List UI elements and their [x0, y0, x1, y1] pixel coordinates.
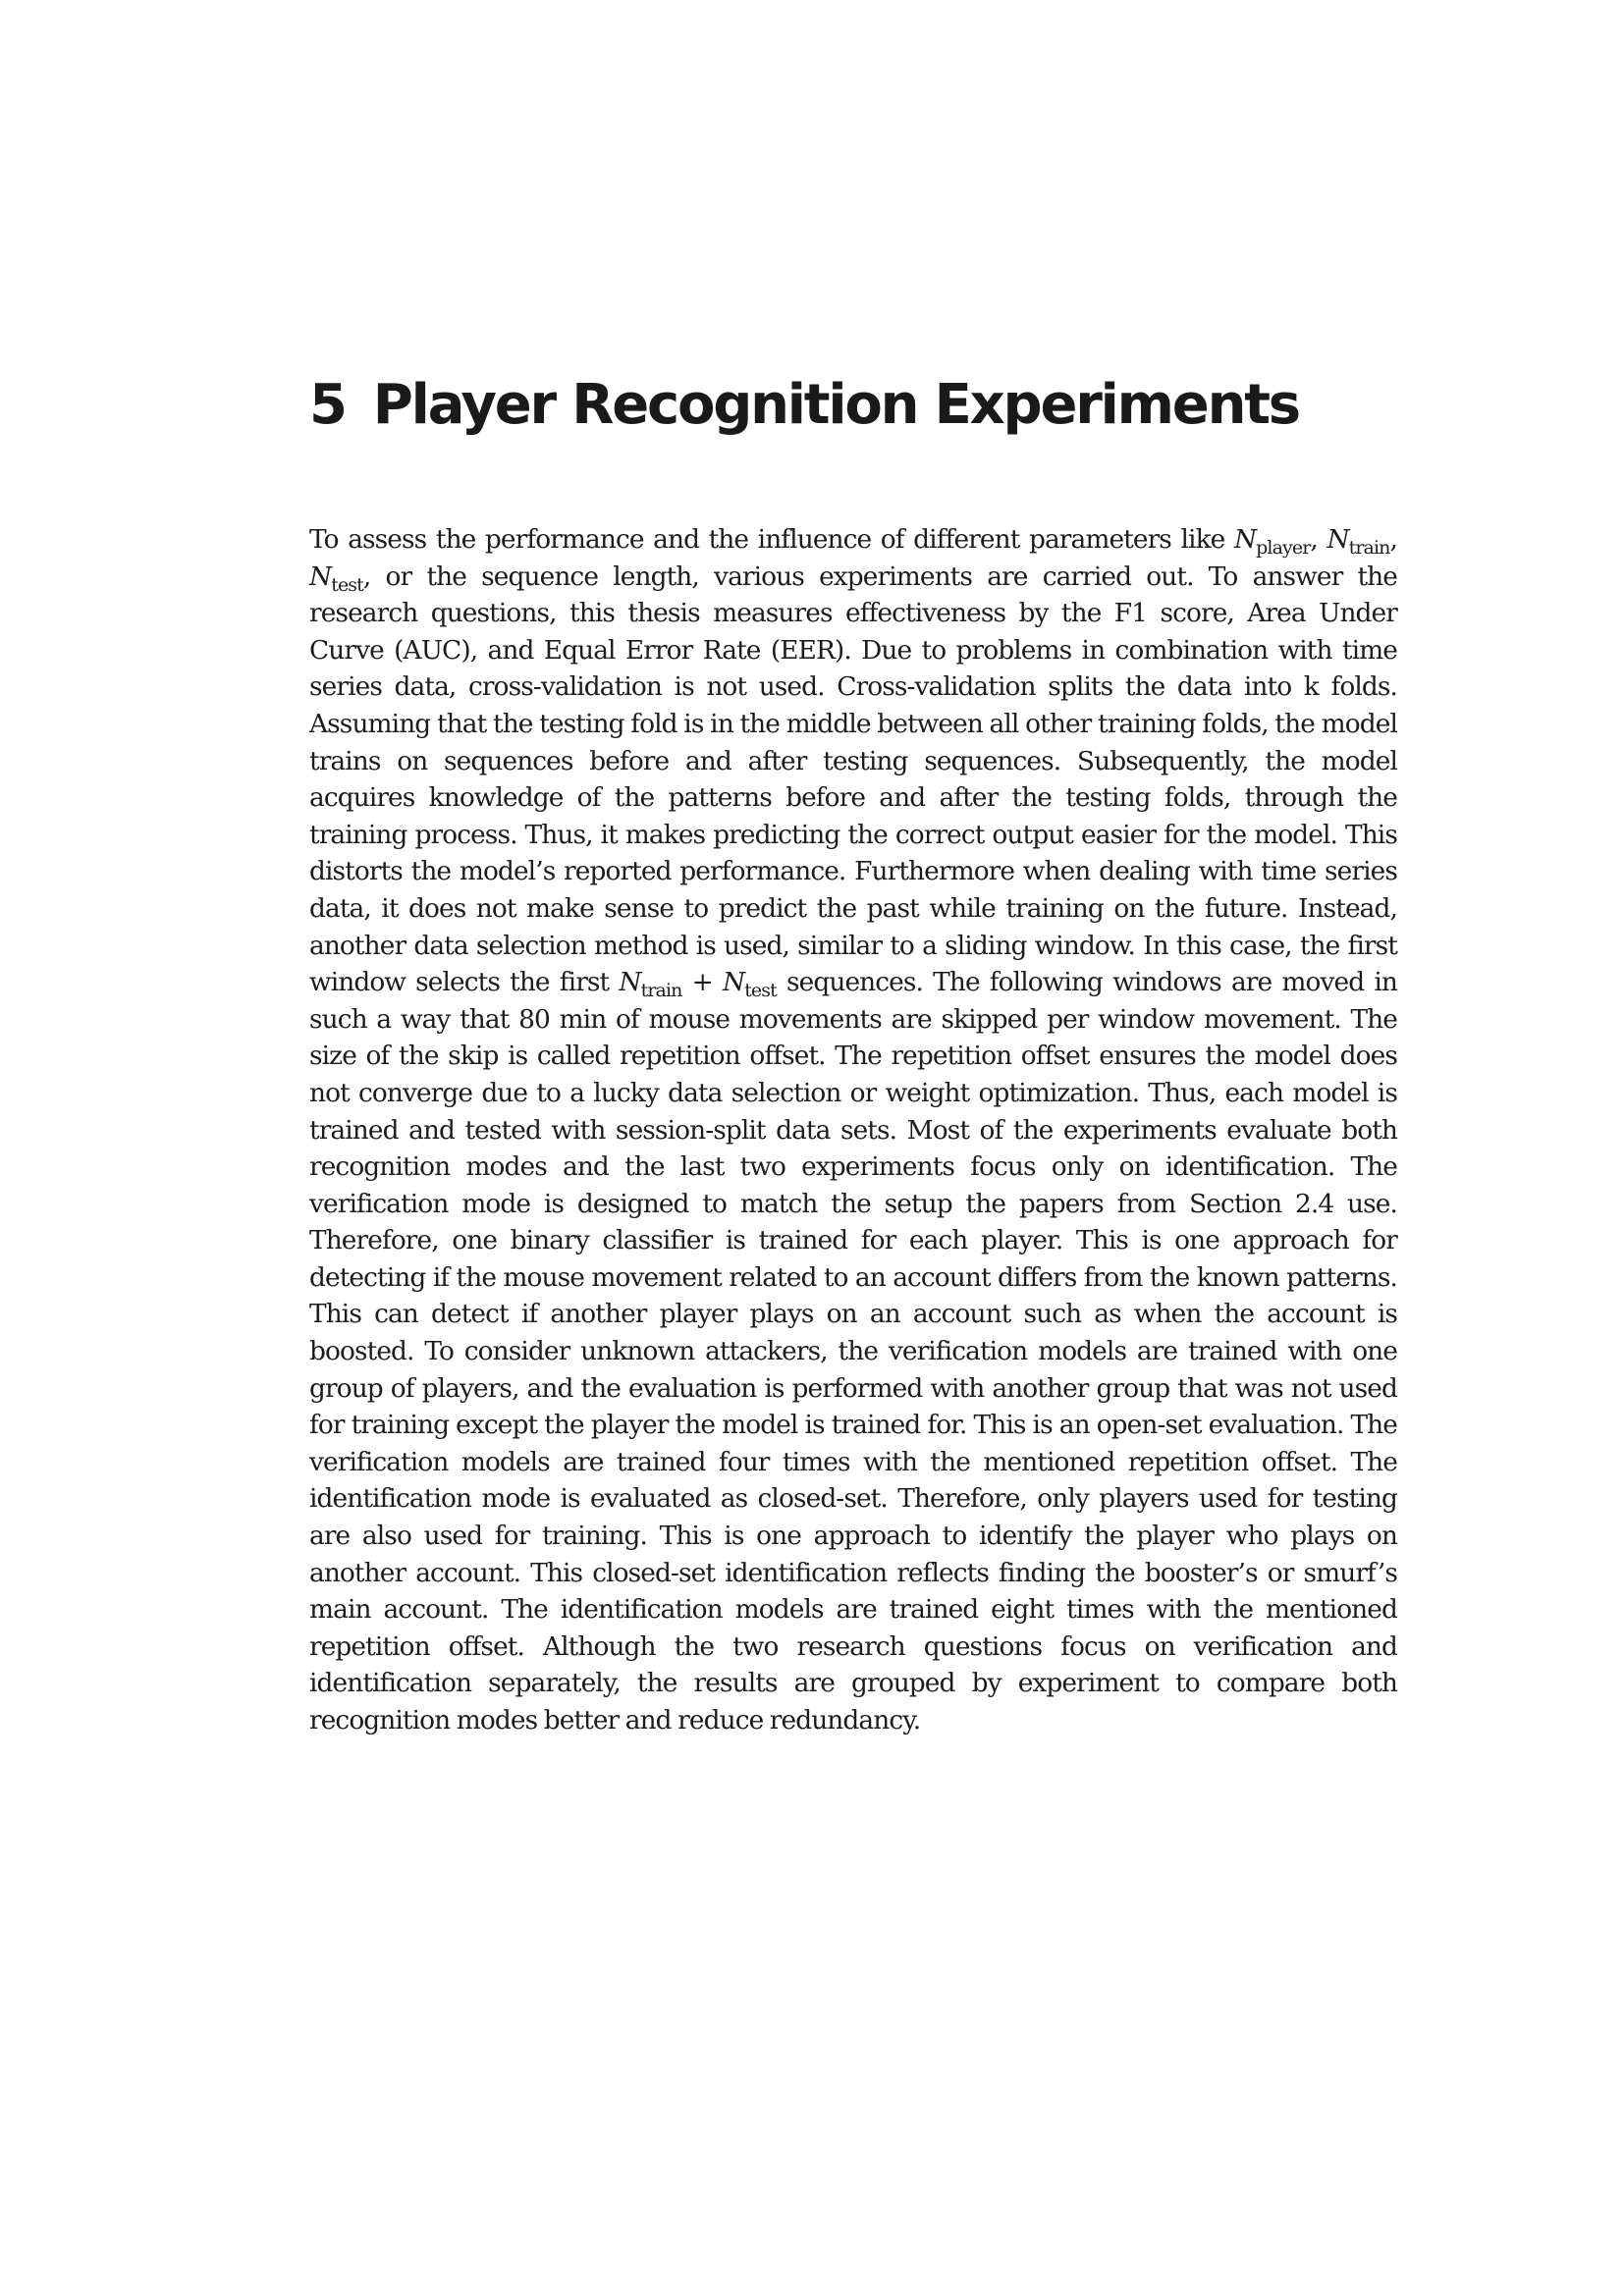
chapter-heading — [309, 371, 1389, 440]
math-n-test — [309, 561, 363, 596]
paragraph-text: , — [1389, 524, 1397, 555]
math-n-player — [1233, 524, 1311, 560]
paragraph-text: , or the sequence length, various experiments are carried out. To answer the research questions, this thesis measures effectiveness by the F1 score, Area Under Curve (AUC), and Equal Error Rate (EER). Due to problems in combination with time series data, cross-validation is not used. Cross-validation splits the data into k folds. Assuming that the testing fold is in the middle between all other training folds, the model trains on sequences before and after testing sequences. Subsequently, the model acquires knowledge of the patterns before and after the testing folds, through the training process. Thus, it makes predicting the correct output easier for the model. This distorts the model’s reported performance. Furthermore when dealing with time series data, it does not make sense to predict the past while training on the future. Instead, another data selection method is used, similar to a sliding window. In this case, the first window selects the first — [309, 561, 1397, 998]
chapter-title: Player Recognition Experiments — [372, 373, 1299, 437]
body-paragraph — [309, 521, 1397, 1739]
paragraph-text: , — [1310, 524, 1327, 555]
math-n-train — [619, 967, 682, 1002]
math-subscript: train — [640, 980, 682, 1002]
math-subscript: train — [1348, 537, 1390, 560]
math-symbol: N — [1233, 524, 1257, 555]
math-n-train — [1326, 524, 1390, 560]
math-plus: + — [681, 967, 723, 998]
math-subscript: test — [331, 573, 363, 596]
paragraph-text: sequences. The following windows are moved in such a way that 80 min of mouse movements are skipped per window movement. The size of the skip is called repetition offset. The repetition offset ensures the model does not converge due to a lucky data selection or weight optimization. Thus, each model is trained and tested with session-split data sets. Most of the experiments evaluate both recognition modes and the last two experiments focus only on identification. The verification mode is designed to match the setup the papers from Section 2.4 use. Therefore, one binary classifier is trained for each player. This is one approach for detecting if the mouse movement related to an account differs from the known patterns. This can detect if another player plays on an account such as when the account is boosted. To consider unknown attackers, the verification models are trained with one group of players, and the evaluation is performed with another group that was not used for training except the player the model is trained for. This is an open-set evaluation. The verification models are trained four times with the mentioned repetition offset. The identification mode is evaluated as closed-set. Therefore, only players used for testing are also used for training. This is one approach to identify the player who plays on another account. This closed-set identification reflects finding the booster’s or smurf’s main account. The identification models are trained eight times with the mentioned repetition offset. Although the two research questions focus on verification and identification separately, the results are grouped by experiment to compare both recognition modes better and reduce redundancy. — [309, 967, 1397, 1735]
math-symbol: N — [309, 561, 332, 592]
math-n-test — [722, 967, 777, 1002]
math-subscript: player — [1256, 537, 1311, 560]
paragraph-text: To assess the performance and the influence of different parameters like — [309, 524, 1234, 555]
math-subscript: test — [744, 980, 777, 1002]
math-symbol: N — [619, 967, 641, 998]
math-symbol: N — [722, 967, 745, 998]
math-symbol: N — [1326, 524, 1349, 555]
chapter-number: 5 — [309, 373, 346, 437]
